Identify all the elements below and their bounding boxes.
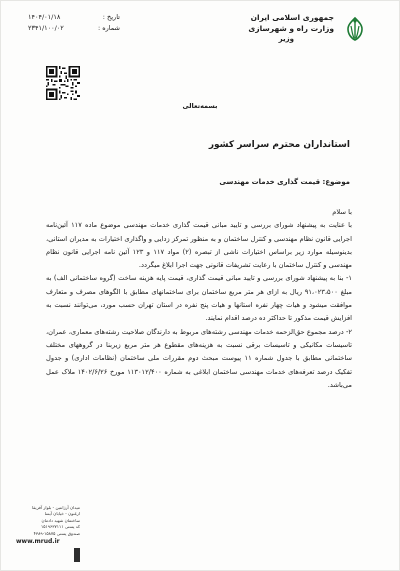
address-line: ساختمان شهید دادمان <box>41 517 80 523</box>
qr-code-icon <box>46 66 80 100</box>
address-line: کد پستی ۱۵۱۹۶۳۷۱۱۱ <box>40 524 80 530</box>
basmala: بسمه‌تعالی <box>182 102 218 110</box>
letter-body <box>46 206 352 392</box>
paragraph-item-2: ۲- درصد مجموع حق‌الزحمه خدمات مهندسی رشته‌های مربوط به دارندگان صلاحیت رشته‌های معماری، عمران، تاسیسات مکانیکی و تاسیسات برقی نسبت به هزینه‌های مقطوع هر متر مربع زیربنا در گروههای مختلف ساختمانی مطابق با جدول شماره ۱۱ پیوست مبحث دوم مقررات ملی ساختمان (نظامات اداری) و جدول تفکیک درصد تعرفه‌های خدمات مهندسی ساختمان ابلاغی به شماره ۱۱۳۰۱۲/۴۰۰ مورخ ۱۴۰۲/۶/۲۶ ملاک عمل می‌باشد. <box>46 327 352 389</box>
date-row <box>28 12 120 23</box>
brand-line-1: جمهوری اسلامی ایران <box>250 13 334 22</box>
brand-line-3: وزیر <box>278 35 294 43</box>
footer-address <box>16 505 80 545</box>
greeting: با سلام <box>332 208 352 216</box>
address-line: میدان آرژانتین - بلوار آفریقا <box>32 505 80 510</box>
iran-emblem-icon <box>342 16 368 42</box>
date-value: ۱۴۰۴/۰۱/۱۸ <box>28 13 61 21</box>
subject-text: قیمت گذاری خدمات مهندسی <box>219 178 321 186</box>
brand-line-2: وزارت راه و شهرسازی <box>248 24 334 33</box>
page-edge-tab <box>74 548 80 562</box>
number-label: شماره : <box>98 24 120 32</box>
paragraph-item-1: ۱- بنا به پیشنهاد شورای بررسی و تایید مبانی قیمت گذاری، قیمت پایه هزینه ساخت (گروه ساختمانی الف) به مبلغ ۹۱،۰۲۳،۵۰۰ ریال به ازای هر متر مربع ساختمان برای ساختمانهای مطابق با الگوهای مصرف و متعارف موافقت میشود و هیات چهار نفره استانها و هیات پنج نفره در استان تهران حسب مورد، می‌توانند نسبت به افزایش قیمت مذکور تا حداکثر ده درصد اقدام نمایند. <box>46 274 353 323</box>
subject-line <box>219 178 350 186</box>
addressee: استانداران محترم سراسر کشور <box>208 140 350 150</box>
address-line: ارغنون - خیابان آیسا <box>44 511 80 517</box>
date-label: تاریخ : <box>102 13 120 21</box>
paragraph-intro: با عنایت به پیشنهاد شورای بررسی و تایید مبانی قیمت گذاری خدمات مهندسی موضوع ماده ۱۱۷ آئین‌نامه اجرایی قانون نظام مهندسی و کنترل ساختمان و به منظور تمرکز زدایی و واگذاری اختیارات به مدیران استانی، بدینوسیله موارد زیر براساس اختیارات ناشی از تبصره (۲) مواد ۱۱۷ و ۱۲۳ آئین نامه اجرایی قانون نظام مهندسی و کنترل ساختمان با رعایت تشریفات قانونی جهت اجرا ابلاغ میگردد. <box>46 221 353 270</box>
number-row <box>28 23 120 34</box>
letter-meta <box>28 12 120 34</box>
website-link[interactable]: www.mrud.ir <box>16 538 60 546</box>
ministry-brand <box>248 12 334 44</box>
letterhead <box>0 0 400 50</box>
subject-label: موضوع: <box>322 178 350 186</box>
number-value: ۲۳۴۱/۱۰۰/۰۲ <box>28 24 64 32</box>
address-line: صندوق پستی ۱۵۸۷۵-۴۳۸۹ <box>33 530 80 536</box>
